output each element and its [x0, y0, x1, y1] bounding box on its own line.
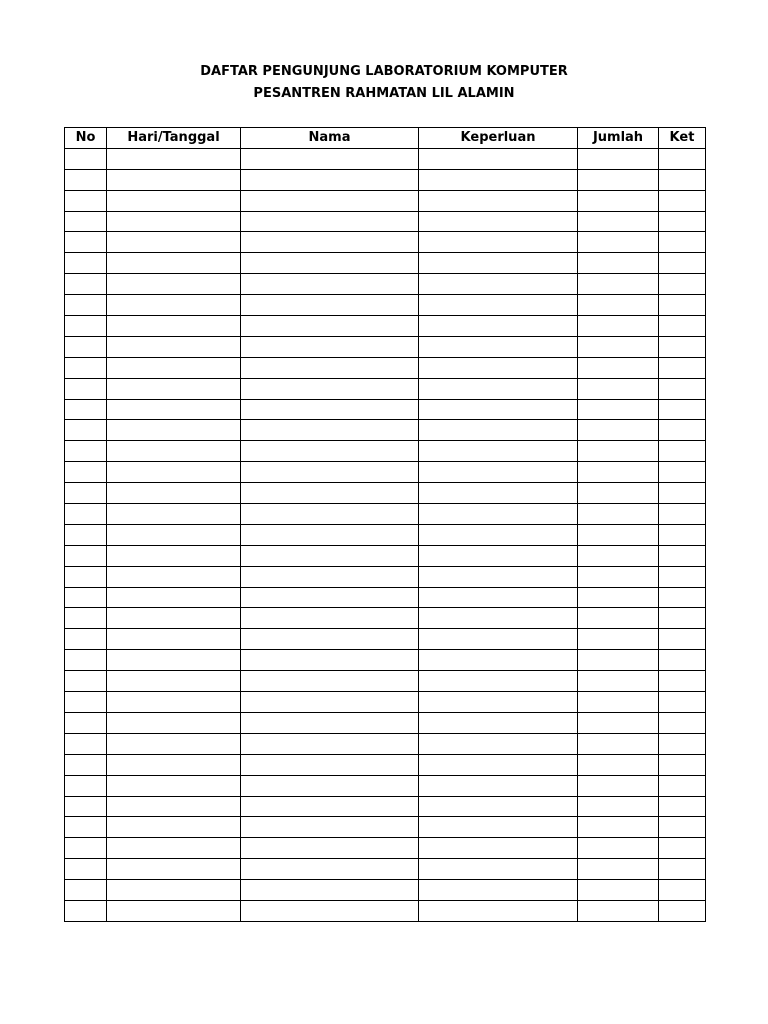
table-cell [578, 671, 659, 692]
table-row [65, 775, 706, 796]
table-row [65, 671, 706, 692]
table-cell [107, 671, 241, 692]
table-cell [578, 587, 659, 608]
table-row [65, 524, 706, 545]
table-cell [107, 232, 241, 253]
table-cell [419, 754, 578, 775]
table-row [65, 169, 706, 190]
column-header-no: No [65, 128, 107, 149]
table-row [65, 608, 706, 629]
table-cell [578, 900, 659, 921]
table-cell [107, 378, 241, 399]
table-cell [659, 399, 706, 420]
table-cell [419, 504, 578, 525]
table-row [65, 566, 706, 587]
table-cell [659, 775, 706, 796]
table-cell [65, 671, 107, 692]
table-row [65, 587, 706, 608]
table-cell [65, 336, 107, 357]
table-cell [65, 859, 107, 880]
table-cell [419, 316, 578, 337]
table-row [65, 859, 706, 880]
table-cell [241, 399, 419, 420]
table-cell [65, 712, 107, 733]
table-cell [241, 545, 419, 566]
table-row [65, 817, 706, 838]
table-cell [241, 378, 419, 399]
table-cell [65, 775, 107, 796]
table-cell [65, 295, 107, 316]
table-cell [419, 441, 578, 462]
table-cell [107, 608, 241, 629]
table-cell [65, 629, 107, 650]
table-cell [107, 796, 241, 817]
table-cell [659, 378, 706, 399]
table-cell [241, 169, 419, 190]
table-cell [241, 462, 419, 483]
table-cell [419, 336, 578, 357]
table-cell [659, 671, 706, 692]
table-cell [419, 796, 578, 817]
table-cell [578, 650, 659, 671]
table-row [65, 880, 706, 901]
table-row [65, 900, 706, 921]
table-cell [65, 566, 107, 587]
table-row [65, 232, 706, 253]
table-cell [419, 295, 578, 316]
table-cell [419, 357, 578, 378]
table-row [65, 211, 706, 232]
table-cell [65, 692, 107, 713]
table-cell [65, 378, 107, 399]
table-cell [419, 650, 578, 671]
table-cell [659, 316, 706, 337]
table-cell [659, 692, 706, 713]
table-cell [65, 190, 107, 211]
table-cell [241, 650, 419, 671]
table-cell [659, 587, 706, 608]
table-cell [65, 796, 107, 817]
table-row [65, 796, 706, 817]
table-cell [65, 650, 107, 671]
table-cell [65, 232, 107, 253]
table-row [65, 838, 706, 859]
table-cell [107, 880, 241, 901]
table-cell [241, 692, 419, 713]
table-cell [578, 524, 659, 545]
table-cell [419, 712, 578, 733]
table-cell [241, 232, 419, 253]
table-cell [241, 900, 419, 921]
table-cell [419, 817, 578, 838]
table-cell [107, 274, 241, 295]
table-cell [241, 316, 419, 337]
table-cell [107, 524, 241, 545]
table-cell [107, 316, 241, 337]
table-row [65, 504, 706, 525]
table-cell [419, 274, 578, 295]
table-cell [107, 838, 241, 859]
table-cell [107, 545, 241, 566]
table-cell [659, 733, 706, 754]
table-cell [659, 608, 706, 629]
table-cell [241, 880, 419, 901]
table-cell [241, 733, 419, 754]
table-cell [578, 211, 659, 232]
table-cell [659, 796, 706, 817]
table-cell [107, 587, 241, 608]
table-cell [65, 169, 107, 190]
table-cell [419, 211, 578, 232]
table-cell [578, 880, 659, 901]
table-cell [419, 775, 578, 796]
table-cell [241, 587, 419, 608]
table-cell [107, 483, 241, 504]
table-cell [107, 712, 241, 733]
table-cell [659, 211, 706, 232]
table-row [65, 733, 706, 754]
table-cell [659, 566, 706, 587]
table-cell [65, 357, 107, 378]
table-cell [578, 754, 659, 775]
table-row [65, 483, 706, 504]
column-header-jumlah: Jumlah [578, 128, 659, 149]
table-cell [419, 232, 578, 253]
table-cell [578, 253, 659, 274]
table-cell [659, 629, 706, 650]
table-cell [578, 232, 659, 253]
table-cell [65, 441, 107, 462]
table-cell [578, 504, 659, 525]
table-cell [65, 733, 107, 754]
table-cell [241, 629, 419, 650]
table-cell [107, 357, 241, 378]
table-cell [65, 399, 107, 420]
table-cell [578, 838, 659, 859]
table-cell [107, 692, 241, 713]
table-cell [241, 483, 419, 504]
table-cell [107, 399, 241, 420]
table-cell [659, 817, 706, 838]
table-cell [241, 148, 419, 169]
table-cell [107, 859, 241, 880]
table-cell [65, 253, 107, 274]
table-cell [419, 190, 578, 211]
table-cell [241, 211, 419, 232]
table-cell [107, 504, 241, 525]
table-cell [578, 775, 659, 796]
table-cell [241, 775, 419, 796]
table-cell [578, 169, 659, 190]
table-cell [107, 733, 241, 754]
table-cell [419, 462, 578, 483]
title-line-2: PESANTREN RAHMATAN LIL ALAMIN [253, 86, 515, 101]
table-cell [107, 462, 241, 483]
document-title [0, 61, 768, 105]
table-cell [107, 629, 241, 650]
table-cell [241, 295, 419, 316]
table-cell [578, 274, 659, 295]
table-cell [65, 880, 107, 901]
table-cell [578, 566, 659, 587]
table-cell [241, 253, 419, 274]
table-cell [107, 754, 241, 775]
table-cell [659, 900, 706, 921]
table-header-row [65, 128, 706, 149]
table-cell [578, 190, 659, 211]
table-cell [65, 608, 107, 629]
table-row [65, 545, 706, 566]
table-cell [241, 608, 419, 629]
table-cell [241, 357, 419, 378]
table-cell [241, 754, 419, 775]
table-cell [659, 253, 706, 274]
column-header-ket: Ket [659, 128, 706, 149]
table-cell [65, 211, 107, 232]
table-cell [419, 671, 578, 692]
table-row [65, 441, 706, 462]
table-row [65, 148, 706, 169]
table-cell [241, 796, 419, 817]
table-cell [578, 316, 659, 337]
table-row [65, 712, 706, 733]
table-row [65, 274, 706, 295]
table-cell [241, 712, 419, 733]
table-cell [107, 169, 241, 190]
table-cell [659, 859, 706, 880]
table-cell [578, 817, 659, 838]
table-cell [578, 462, 659, 483]
table-row [65, 336, 706, 357]
table-cell [107, 420, 241, 441]
table-cell [107, 336, 241, 357]
table-cell [419, 900, 578, 921]
table-cell [419, 399, 578, 420]
table-cell [659, 880, 706, 901]
table-cell [241, 274, 419, 295]
table-cell [419, 483, 578, 504]
table-cell [578, 378, 659, 399]
table-cell [107, 650, 241, 671]
table-cell [107, 295, 241, 316]
table-cell [241, 524, 419, 545]
table-cell [419, 253, 578, 274]
table-cell [578, 295, 659, 316]
table-body [65, 148, 706, 921]
table-cell [107, 441, 241, 462]
table-cell [659, 754, 706, 775]
table-cell [241, 838, 419, 859]
table-cell [578, 796, 659, 817]
table-cell [578, 399, 659, 420]
table-cell [578, 336, 659, 357]
table-cell [659, 148, 706, 169]
table-row [65, 692, 706, 713]
table-cell [659, 336, 706, 357]
table-cell [419, 378, 578, 399]
table-cell [659, 357, 706, 378]
table-row [65, 754, 706, 775]
table-row [65, 462, 706, 483]
table-cell [65, 587, 107, 608]
table-row [65, 357, 706, 378]
table-cell [659, 169, 706, 190]
table-cell [578, 692, 659, 713]
table-cell [659, 462, 706, 483]
table-cell [65, 524, 107, 545]
table-cell [107, 190, 241, 211]
table-cell [578, 608, 659, 629]
table-cell [65, 462, 107, 483]
table-cell [578, 629, 659, 650]
table-cell [659, 274, 706, 295]
table-cell [241, 859, 419, 880]
table-cell [578, 712, 659, 733]
table-cell [241, 336, 419, 357]
table-cell [659, 420, 706, 441]
table-cell [419, 733, 578, 754]
column-header-hari-tanggal: Hari/Tanggal [107, 128, 241, 149]
table-cell [241, 420, 419, 441]
visitor-log-table [64, 127, 706, 922]
table-row [65, 420, 706, 441]
table-cell [578, 859, 659, 880]
table-cell [419, 545, 578, 566]
table-cell [241, 441, 419, 462]
table-cell [65, 817, 107, 838]
table-cell [419, 420, 578, 441]
table-cell [578, 420, 659, 441]
column-header-nama: Nama [241, 128, 419, 149]
table-cell [419, 148, 578, 169]
table-cell [578, 441, 659, 462]
table-cell [241, 566, 419, 587]
title-line-1: DAFTAR PENGUNJUNG LABORATORIUM KOMPUTER [200, 64, 568, 79]
table-cell [419, 169, 578, 190]
table-cell [107, 900, 241, 921]
table-cell [578, 545, 659, 566]
table-cell [659, 232, 706, 253]
table-cell [241, 504, 419, 525]
table-cell [659, 190, 706, 211]
table-row [65, 629, 706, 650]
table-row [65, 253, 706, 274]
table-cell [419, 859, 578, 880]
table-cell [65, 754, 107, 775]
table-cell [107, 253, 241, 274]
table-cell [65, 420, 107, 441]
table-cell [65, 148, 107, 169]
table-cell [419, 692, 578, 713]
table-cell [241, 671, 419, 692]
table-cell [578, 148, 659, 169]
table-cell [107, 148, 241, 169]
table-cell [65, 274, 107, 295]
column-header-keperluan: Keperluan [419, 128, 578, 149]
table-cell [578, 483, 659, 504]
table-cell [659, 524, 706, 545]
table-cell [659, 483, 706, 504]
table-cell [65, 483, 107, 504]
table-cell [659, 504, 706, 525]
table-cell [659, 838, 706, 859]
table-cell [659, 712, 706, 733]
table-cell [578, 357, 659, 378]
table-cell [659, 441, 706, 462]
table-cell [65, 316, 107, 337]
table-row [65, 378, 706, 399]
table-row [65, 399, 706, 420]
table-row [65, 190, 706, 211]
table-cell [419, 608, 578, 629]
table-row [65, 295, 706, 316]
table-cell [419, 587, 578, 608]
table-cell [107, 211, 241, 232]
table-cell [659, 545, 706, 566]
table-cell [659, 650, 706, 671]
table-cell [419, 566, 578, 587]
table-cell [419, 629, 578, 650]
table-cell [107, 566, 241, 587]
table-row [65, 650, 706, 671]
table-cell [107, 775, 241, 796]
table-cell [241, 817, 419, 838]
table-cell [419, 838, 578, 859]
table-cell [65, 900, 107, 921]
table-cell [65, 545, 107, 566]
table-row [65, 316, 706, 337]
table-cell [107, 817, 241, 838]
table-cell [659, 295, 706, 316]
table-cell [419, 524, 578, 545]
table-cell [419, 880, 578, 901]
table-cell [65, 838, 107, 859]
table-cell [65, 504, 107, 525]
table-cell [578, 733, 659, 754]
table-cell [241, 190, 419, 211]
